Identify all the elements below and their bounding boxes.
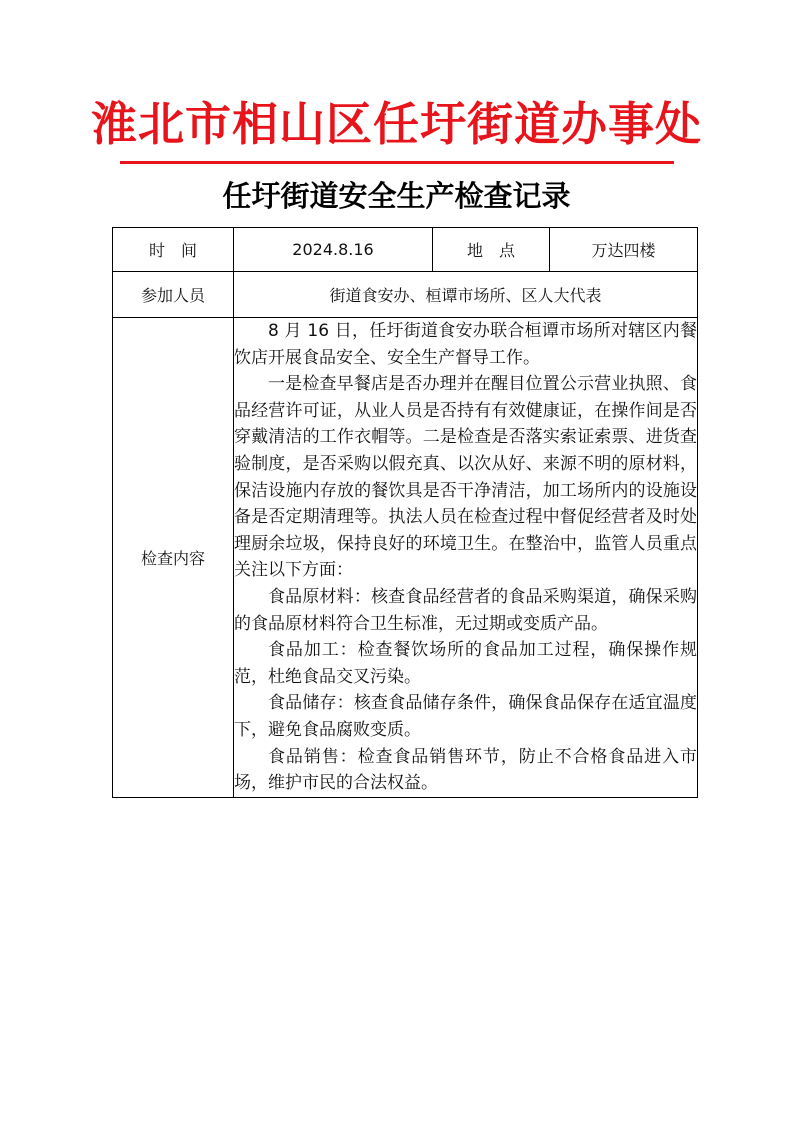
time-location-row bbox=[113, 228, 698, 272]
time-label: 时 间 bbox=[113, 228, 234, 272]
time-value: 2024.8.16 bbox=[234, 228, 433, 272]
participants-row bbox=[113, 272, 698, 318]
content-paragraph: 食品原材料：核查食品经营者的食品采购渠道，确保采购的食品原材料符合卫生标准，无过期或变质产品。 bbox=[234, 586, 697, 634]
org-title: 淮北市相山区任圩街道办事处 bbox=[91, 97, 702, 151]
inspection-record-table bbox=[112, 227, 698, 798]
content-paragraph: 食品加工：检查餐饮场所的食品加工过程，确保操作规范，杜绝食品交叉污染。 bbox=[234, 640, 697, 687]
content-paragraph: 食品储存：核查食品储存条件，确保食品保存在适宜温度下，避免食品腐败变质。 bbox=[234, 693, 697, 740]
content-paragraph: 食品销售：检查食品销售环节，防止不合格食品进入市场，维护市民的合法权益。 bbox=[234, 746, 697, 794]
content-row bbox=[113, 318, 698, 798]
location-label: 地 点 bbox=[433, 228, 550, 272]
participants-label: 参加人员 bbox=[113, 272, 234, 318]
content-label: 检查内容 bbox=[113, 318, 234, 798]
content-body bbox=[234, 318, 698, 798]
content-paragraph: 一是检查早餐店是否办理并在醒目位置公示营业执照、食品经营许可证，从业人员是否持有有效健康证，在操作间是否穿戴清洁的工作衣帽等。二是检查是否落实索证索票、进货查验制度，是否采购以假充真、以次从好、来源不明的原材料，保洁设施内存放的餐饮具是否干净清洁，加工场所内的设施设备是否定期清理等。执法人员在检查过程中督促经营者及时处理厨余垃圾，保持良好的环境卫生。在整治中，监管人员重点关注以下方面： bbox=[234, 374, 697, 581]
red-divider bbox=[120, 161, 674, 164]
document-title: 任圩街道安全生产检查记录 bbox=[222, 179, 571, 213]
participants-value: 街道食安办、桓谭市场所、区人大代表 bbox=[234, 272, 698, 318]
content-paragraph: 8 月 16 日，任圩街道食安办联合桓谭市场所对辖区内餐饮店开展食品安全、安全生产督导工作。 bbox=[234, 321, 697, 368]
location-value: 万达四楼 bbox=[550, 228, 698, 272]
